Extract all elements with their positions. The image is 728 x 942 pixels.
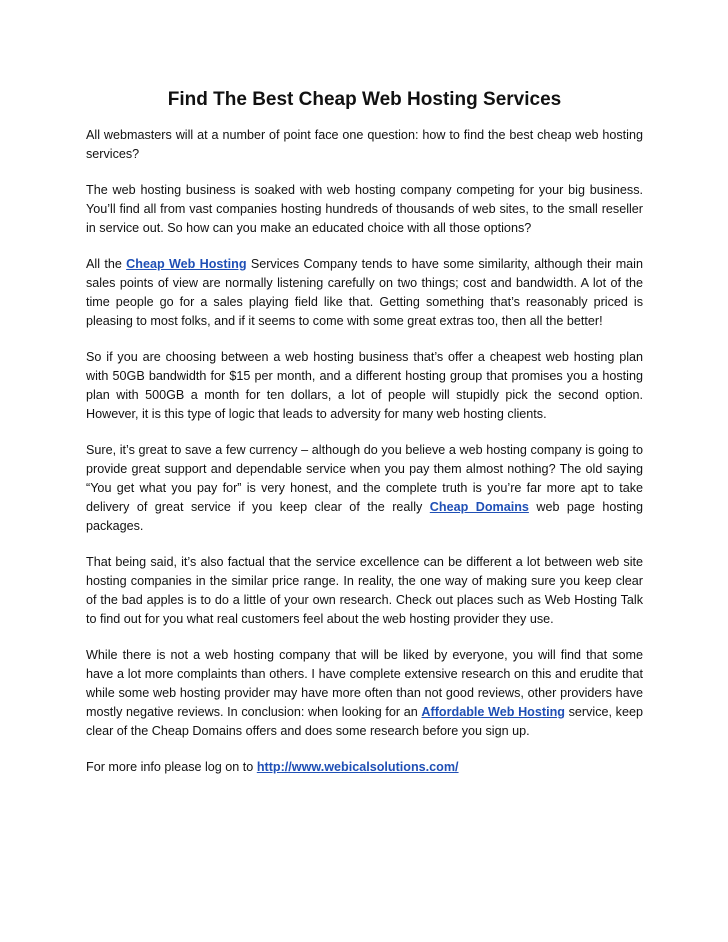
paragraph-conclusion-text-end: service, keep clear of the Cheap Domains offers and does some research before you sign up. xyxy=(86,705,643,738)
paragraph-research: That being said, it’s also factual that the service excellence can be different a lot between web site hosting companies in the similar price range. In reality, the one way of making sure you keep clear of the bad apples is to do a little of your own research. Check out places such as Web Hosting Talk to find out for you what real customers feel about the web hosting provider they use. xyxy=(86,555,643,626)
paragraph-more-info xyxy=(86,758,643,777)
paragraph-savings-text-start: Sure, it’s great to save a few currency – although do you believe a web hosting company is going to provide great support and dependable service when you pay them almost nothing? The old saying “You get what you pay for” is very honest, and the complete truth is you’re far more apt to take delivery of great service if you keep clear of the really xyxy=(86,443,643,514)
paragraph-savings xyxy=(86,441,643,536)
webical-solutions-link[interactable]: http://www.webicalsolutions.com/ xyxy=(256,760,459,774)
paragraph-similarity-text-end: Services Company tends to have some similarity, although their main sales points of view are normally listening carefully on two things; cost and bandwidth. A lot of the time people go for a sales playing field like that. Getting something that’s reasonably priced is pleasing to most folks, and if it seems to come with some great extras too, then all the better! xyxy=(86,257,643,328)
paragraph-conclusion xyxy=(86,646,643,741)
paragraph-conclusion-text-start: While there is not a web hosting company that will be liked by everyone, you will find that some have a lot more complaints than others. I have complete extensive research on this and erudite that while some web hosting provider may have more often than not good reviews, other providers have mostly negative reviews. In conclusion: when looking for an xyxy=(86,648,643,719)
paragraph-savings-text-end: web page hosting packages. xyxy=(86,500,643,533)
document-page xyxy=(86,88,643,794)
cheap-domains-link[interactable]: Cheap Domains xyxy=(429,500,529,514)
paragraph-similarity xyxy=(86,255,643,331)
affordable-web-hosting-link[interactable]: Affordable Web Hosting xyxy=(421,705,565,719)
cheap-web-hosting-link[interactable]: Cheap Web Hosting xyxy=(126,257,247,271)
paragraph-market: The web hosting business is soaked with web hosting company competing for your big business. You’ll find all from vast companies hosting hundreds of thousands of web sites, to the small reseller in service out. So how can you make an educated choice with all those options? xyxy=(86,183,643,235)
paragraph-more-info-text: For more info please log on to xyxy=(86,760,257,774)
paragraph-intro: All webmasters will at a number of point face one question: how to find the best cheap web hosting services? xyxy=(86,128,643,161)
paragraph-similarity-text-start: All the xyxy=(86,257,127,271)
paragraph-plans: So if you are choosing between a web hosting business that’s offer a cheapest web hosting plan with 50GB bandwidth for $15 per month, and a different hosting group that promises you a hosting plan with 500GB a month for ten dollars, a lot of people will stupidly pick the second option. However, it is this type of logic that leads to adversity for many web hosting clients. xyxy=(86,350,643,421)
document-title: Find The Best Cheap Web Hosting Services xyxy=(167,89,562,110)
